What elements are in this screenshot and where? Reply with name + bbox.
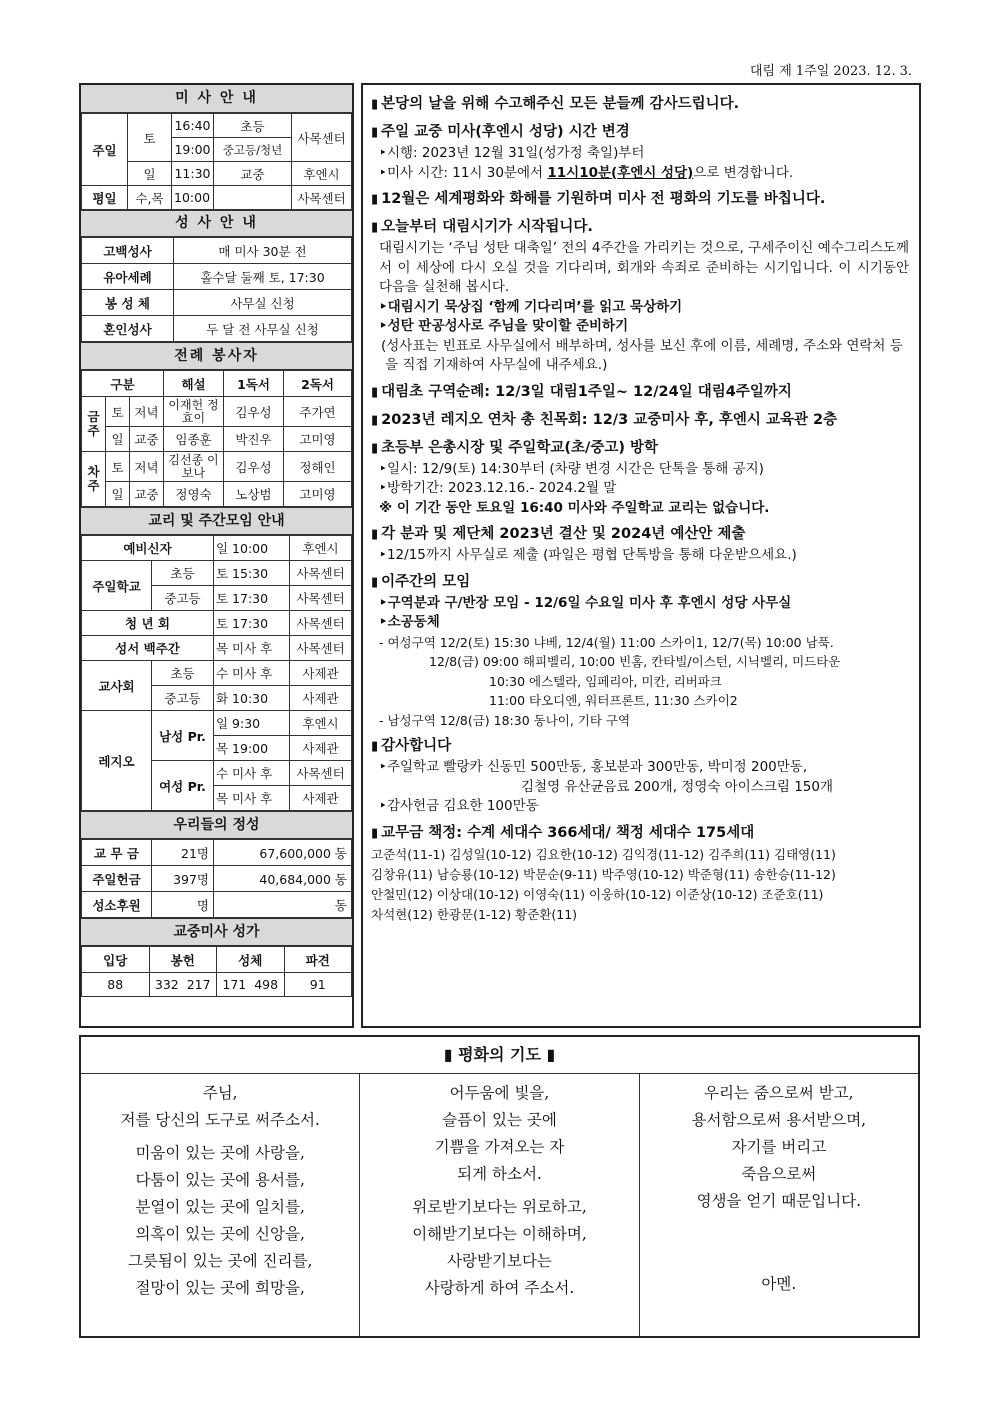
notice-school-break-heading: ▮ 초등부 은총시장 및 주일학교(초/중고) 방학 [371,437,909,460]
servers-mass: 저녁 [130,452,164,482]
hymn-number: 91 [284,973,352,997]
mass-time: 16:40 [172,114,214,138]
notice-meetings-heading: ▮ 이주간의 모임 [371,571,909,594]
meeting-place: 후엔시 [290,711,352,736]
meeting-sub: 초등 [152,661,214,686]
servers-reader1: 노상범 [224,482,284,507]
mass-table [81,113,352,210]
mass-who [214,186,292,210]
meeting-place: 사목센터 [290,761,352,786]
notice-line: ※ 이 기간 동안 토요일 16:40 미사와 주일학교 교리는 없습니다. [379,499,770,516]
offering-amount: 67,600,000 동 [214,840,352,866]
servers-this-week: 금주 [82,397,106,452]
meetings-title: 교리 및 주간모임 안내 [81,507,352,535]
mass-sub-sat: 토 [128,114,172,162]
notice-line: ‣12/15까지 사무실로 제출 (파일은 평협 단톡방을 통해 다운받으세요.) [379,547,797,563]
servers-title: 전례 봉사자 [81,342,352,370]
notice-line [371,164,909,184]
mass-time: 19:00 [172,138,214,162]
notice-line: - 여성구역 12/2(토) 15:30 냐베, 12/4(월) 11:00 스카이1, 12/7(목) 10:00 남푹. [379,634,834,650]
mass-sub-sun: 일 [128,162,172,186]
meeting-time: 목 미사 후 [214,636,290,661]
notice-line: ‣소공동체 [379,614,440,630]
notice-line: ‣시행: 2023년 12월 31일(성가정 축일)부터 [379,145,645,161]
meeting-time: 일 10:00 [214,536,290,561]
meeting-place: 사목센터 [290,611,352,636]
offering-name: 교 무 금 [82,840,152,866]
servers-mass: 교중 [130,427,164,452]
servers-header: 구분 [82,371,164,397]
prayer-line: 이해받기보다는 이해하며, [412,1225,587,1243]
notice-line: 10:30 에스텔라, 임페리아, 미칸, 리버파크 [489,673,722,689]
mass-place: 사목센터 [292,186,352,210]
meeting-time: 토 17:30 [214,611,290,636]
offering-name: 주일헌금 [82,866,152,892]
mass-title: 미 사 안 내 [81,85,352,113]
prayer-line: 그릇됨이 있는 곳에 진리를, [127,1252,313,1270]
offering-count: 명 [152,892,214,918]
meeting-place: 사제관 [290,686,352,711]
hymn-header: 파견 [284,947,352,973]
notice-text: ‣미사 시간: 11시 30분에서 [379,164,548,181]
notice-candle-tour: ▮ 대림초 구역순례: 12/3일 대림1주일~ 12/24일 대림4주일까지 [371,381,909,404]
prayer-column-2 [359,1074,638,1337]
sacrament-value: 사무실 신청 [174,290,352,316]
sacraments-table [81,237,352,342]
notice-line: ‣방학기간: 2023.12.16.- 2024.2월 말 [379,480,617,496]
prayer-line: 저를 당신의 도구로 써주소서. [120,1111,320,1129]
notice-line: 차석현(12) 한광문(1-12) 황준환(11) [371,906,578,922]
mass-who: 교중 [214,162,292,186]
mass-time: 10:00 [172,186,214,210]
servers-mass: 저녁 [130,397,164,427]
sacrament-name: 혼인성사 [82,316,174,342]
notice-line: ‣감사헌금 김요한 100만동 [379,798,539,814]
offering-count: 397명 [152,866,214,892]
hymn-number: 88 [82,973,150,997]
notice-line: ‣주일학교 빨랑카 신동민 500만동, 홍보분과 300만동, 박미정 200만동, [379,759,808,775]
meeting-time: 목 미사 후 [214,786,290,811]
prayer-line: 주님, [202,1084,238,1102]
servers-day: 토 [106,397,130,427]
notice-paragraph: 대림시기는 ‘주님 성탄 대축일’ 전의 4주간을 가리키는 것으로, 구세주이신 예수그리스도께서 이 세상에 다시 오실 것을 기다리며, 회개와 속죄로 준비하는 시기입니다. 이 시기동안 다음을 실천해 봅시다. [379,240,909,295]
sacrament-name: 봉 성 체 [82,290,174,316]
servers-commentator: 이재헌 정효이 [164,397,224,427]
meeting-name: 주일학교 [82,561,152,611]
meeting-place: 사목센터 [290,636,352,661]
notice-budget-heading: ▮ 각 분과 및 제단체 2023년 결산 및 2024년 예산안 제출 [371,523,909,546]
offering-title: 우리들의 정성 [81,811,352,839]
notice-legio-party: ▮ 2023년 레지오 연차 총 친목회: 12/3 교중미사 후, 후엔시 교육관 2층 [371,409,909,432]
notice-line: ‣일시: 12/9(토) 14:30부터 (차량 변경 시간은 단톡을 통해 공지) [379,460,764,477]
mass-who: 중고등/청년 [214,138,292,162]
left-info-column [79,83,354,1028]
mass-place: 후엔시 [292,162,352,186]
meeting-place: 사제관 [290,736,352,761]
mass-day-sunday: 주일 [82,114,128,186]
hymn-header: 입당 [82,947,150,973]
mass-day-weekday: 평일 [82,186,128,210]
peace-prayer-box [79,1035,920,1338]
meeting-place: 사목센터 [290,561,352,586]
servers-header: 해설 [164,371,224,397]
servers-reader1: 박진우 [224,427,284,452]
meeting-time: 화 10:30 [214,686,290,711]
meeting-name: 교사회 [82,661,152,711]
hymns-title: 교중미사 성가 [81,918,352,946]
prayer-line: 다툼이 있는 곳에 용서를, [135,1171,305,1189]
meeting-time: 일 9:30 [214,711,290,736]
servers-commentator: 임종훈 [164,427,224,452]
prayer-line: 용서함으로써 용서받으며, [691,1111,867,1129]
servers-commentator: 김선종 이보나 [164,452,224,482]
servers-day: 일 [106,427,130,452]
notice-peace-prayer: ▮ 12월은 세계평화와 화해를 기원하며 미사 전 평화의 기도를 바칩니다. [371,188,909,211]
prayer-line: 미움이 있는 곳에 사랑을, [135,1144,305,1162]
hymn-header: 봉헌 [149,947,217,973]
prayer-line: 어두움에 빛을, [449,1084,550,1102]
offering-table [81,839,352,918]
prayer-title: ▮ 평화의 기도 ▮ [81,1037,918,1074]
servers-day: 일 [106,482,130,507]
offering-amount: 40,684,000 동 [214,866,352,892]
meeting-name: 성서 백주간 [82,636,214,661]
notice-line: ‣성탄 판공성사로 주님을 맞이할 준비하기 [379,318,629,334]
sacrament-value: 매 미사 30분 전 [174,238,352,264]
notice-new-time: 11시10분(후엔시 성당) [547,164,694,181]
meeting-sub: 여성 Pr. [152,761,214,811]
servers-reader2: 고미영 [284,427,352,452]
notice-line: 고준석(11-1) 김성일(10-12) 김요한(10-12) 김익경(11-12) 김주희(11) 김태영(11) [371,846,836,862]
servers-reader1: 김우성 [224,452,284,482]
sacrament-value: 두 달 전 사무실 신청 [174,316,352,342]
notice-thanks-heading: ▮ 감사합니다 [371,735,909,758]
bulletin-date: 대림 제 1주일 2023. 12. 3. [749,64,912,79]
sacrament-name: 유아세례 [82,264,174,290]
notice-line: - 남성구역 12/8(금) 18:30 동나이, 기타 구역 [379,712,631,728]
meetings-table [81,535,352,811]
notice-line: 안철민(12) 이상대(10-12) 이영숙(11) 이웅하(10-12) 이준상(10-12) 조준호(11) [371,886,824,902]
meeting-name: 레지오 [82,711,152,811]
servers-header: 2독서 [284,371,352,397]
notice-line: 김철영 유산균음료 200개, 정영숙 아이스크림 150개 [521,778,834,795]
offering-amount: 동 [214,892,352,918]
servers-mass: 교중 [130,482,164,507]
meeting-time: 토 17:30 [214,586,290,611]
meeting-name: 예비신자 [82,536,214,561]
hymn-header: 성체 [217,947,285,973]
servers-commentator: 정영숙 [164,482,224,507]
servers-day: 토 [106,452,130,482]
prayer-line: 사랑받기보다는 [447,1252,552,1270]
notice-line: ‣대림시기 묵상집 ‘함께 기다리며’를 읽고 묵상하기 [379,298,683,315]
prayer-line: 분열이 있는 곳에 일치를, [135,1198,305,1216]
prayer-line: 자기를 버리고 [731,1138,827,1156]
meeting-time: 목 19:00 [214,736,290,761]
prayer-line: 의혹이 있는 곳에 신앙을, [135,1225,305,1243]
sacrament-value: 홀수달 둘째 토, 17:30 [174,264,352,290]
meeting-sub: 중고등 [152,686,214,711]
prayer-line: 위로받기보다는 위로하고, [412,1198,587,1216]
notice-line: ‣구역분과 구/반장 모임 - 12/6일 수요일 미사 후 후엔시 성당 사무실 [379,594,792,611]
meeting-place: 사목센터 [290,586,352,611]
notice-advent-heading: ▮ 오늘부터 대림시기가 시작됩니다. [371,216,909,239]
prayer-amen: 아멘. [761,1275,797,1293]
servers-reader1: 김우성 [224,397,284,427]
servers-reader2: 주가연 [284,397,352,427]
servers-table [81,370,352,507]
servers-header: 1독서 [224,371,284,397]
notice-text: 으로 변경합니다. [693,164,794,181]
notice-dues-heading: ▮ 교무금 책정: 수계 세대수 366세대/ 책정 세대수 175세대 [371,822,909,845]
prayer-line: 절망이 있는 곳에 희망을, [135,1279,305,1297]
meeting-place: 사제관 [290,786,352,811]
meeting-place: 사제관 [290,661,352,686]
meeting-time: 수 미사 후 [214,761,290,786]
notice-line: (성사표는 빈표로 사무실에서 배부하며, 성사를 보신 후에 이름, 세례명, 주소와 연락처 등을 직접 기재하여 사무실에 내주세요.) [381,337,903,373]
meeting-name: 청 년 회 [82,611,214,636]
notices-column [361,83,921,1028]
notice-line: 김창유(11) 남승룡(10-12) 박문순(9-11) 박주영(10-12) 박준형(11) 송한승(11-12) [371,866,836,882]
meeting-sub: 남성 Pr. [152,711,214,761]
hymn-number: 332 217 [149,973,217,997]
prayer-line: 슬픔이 있는 곳에 [442,1111,557,1129]
servers-reader2: 고미영 [284,482,352,507]
prayer-column-1 [81,1074,359,1337]
prayer-line: 죽음으로써 [741,1165,817,1183]
mass-sub: 수,목 [128,186,172,210]
sacrament-name: 고백성사 [82,238,174,264]
meeting-place: 후엔시 [290,536,352,561]
prayer-line: 되게 하소서. [457,1165,542,1183]
sacraments-title: 성 사 안 내 [81,210,352,237]
notice-line: 11:00 타오디엔, 워터프론트, 11:30 스카이2 [489,693,738,708]
notice-thanks: ▮ 본당의 날을 위해 수고해주신 모든 분들께 감사드립니다. [371,93,909,116]
servers-next-week: 차주 [82,452,106,507]
offering-count: 21명 [152,840,214,866]
meeting-time: 토 15:30 [214,561,290,586]
mass-time: 11:30 [172,162,214,186]
mass-place: 사목센터 [292,114,352,162]
prayer-line: 영생을 얻기 때문입니다. [696,1192,862,1210]
prayer-line: 사랑하게 하여 주소서. [424,1279,575,1297]
hymns-table [81,946,352,997]
meeting-time: 수 미사 후 [214,661,290,686]
notice-line: 12/8(금) 09:00 해피벨리, 10:00 빈홈, 칸타빌/이스턴, 시닉벨리, 미드타운 [429,654,841,669]
notice-mass-change-heading: ▮ 주일 교중 미사(후엔시 성당) 시간 변경 [371,121,909,144]
hymn-number: 171 498 [217,973,285,997]
mass-who: 초등 [214,114,292,138]
prayer-line: 우리는 줌으로써 받고, [704,1084,854,1102]
servers-reader2: 정해인 [284,452,352,482]
meeting-sub: 중고등 [152,586,214,611]
meeting-sub: 초등 [152,561,214,586]
offering-name: 성소후원 [82,892,152,918]
prayer-line: 기쁨을 가져오는 자 [434,1138,565,1156]
prayer-column-3 [639,1074,918,1337]
